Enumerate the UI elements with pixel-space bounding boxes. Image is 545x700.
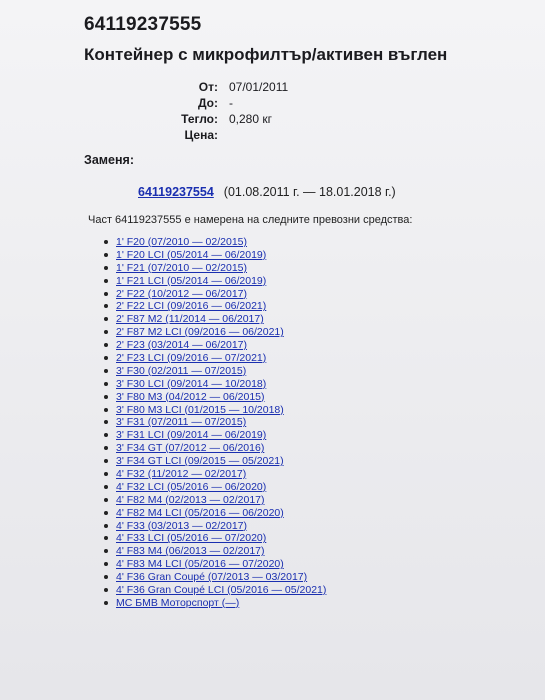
vehicle-link[interactable]: 1' F20 (07/2010 — 02/2015) [116,236,248,248]
list-item [100,391,326,404]
bullet-icon [104,240,108,244]
bullet-icon [104,472,108,476]
bullet-icon [104,420,108,424]
vehicle-link[interactable]: 3' F34 GT (07/2012 — 06/2016) [116,442,265,455]
vehicle-link[interactable]: 3' F30 (02/2011 — 07/2015) [116,364,247,377]
bullet-icon [104,395,108,399]
list-item [100,429,326,442]
bullet-icon [104,253,108,257]
vehicle-link[interactable]: 2' F23 (03/2014 — 06/2017) [116,339,248,352]
vehicle-link[interactable]: 4' F83 M4 LCI (05/2016 — 07/2020) [116,558,284,571]
part-number: 64119237555 [84,14,202,35]
vehicle-link[interactable]: 4' F33 (03/2013 — 02/2017) [116,519,248,532]
bullet-icon [104,433,108,437]
vehicle-link[interactable]: 3' F30 LCI (09/2014 — 10/2018) [116,377,267,390]
bullet-icon [104,356,108,360]
vehicle-link[interactable]: 3' F80 M3 LCI (01/2015 — 10/2018) [116,403,284,416]
list-item [100,468,326,481]
list-item [100,352,326,365]
bullet-icon [104,446,108,450]
list-item [100,584,326,597]
bullet-icon [104,601,108,605]
to-value: - [229,96,233,110]
list-item [100,558,326,571]
vehicle-link[interactable]: 4' F82 M4 LCI (05/2016 — 06/2020) [116,506,284,519]
weight-value: 0,280 кг [229,112,272,126]
vehicle-link[interactable]: 4' F33 LCI (05/2016 — 07/2020) [116,532,267,545]
vehicle-link[interactable]: 2' F23 LCI (09/2016 — 07/2021) [116,352,267,365]
vehicle-link[interactable]: МС БМВ Моторспорт (—) [116,596,240,609]
vehicle-link[interactable]: 4' F36 Gran Coupé LCI (05/2016 — 05/2021) [116,584,327,597]
vehicle-link[interactable]: 2' F87 M2 LCI (09/2016 — 06/2021) [116,326,284,339]
list-item [100,532,326,545]
list-item [100,494,326,507]
list-item [100,442,326,455]
bullet-icon [104,382,108,386]
list-item [100,507,326,520]
vehicle-link[interactable]: 1' F21 (07/2010 — 02/2015) [116,261,248,274]
to-label: До: [197,96,218,110]
replaced-part-range: (01.08.2011 г. — 18.01.2018 г.) [223,185,396,199]
list-item [100,481,326,494]
list-item [100,545,326,558]
from-value: 07/01/2011 [229,80,289,94]
replaced-part-link[interactable]: 64119237554 [138,185,214,199]
vehicle-link[interactable]: 4' F32 LCI (05/2016 — 06/2020) [116,480,267,493]
bullet-icon [104,485,108,489]
vehicle-link[interactable]: 3' F34 GT LCI (09/2015 — 05/2021) [116,455,284,468]
list-item [100,597,326,610]
bullet-icon [104,511,108,515]
list-item [100,288,326,301]
vehicle-link[interactable]: 4' F32 (11/2012 — 02/2017) [116,468,247,481]
list-item [100,313,326,326]
list-item [100,365,326,378]
list-item [100,339,326,352]
vehicle-link[interactable]: 1' F21 LCI (05/2014 — 06/2019) [116,274,267,287]
vehicle-link[interactable]: 3' F31 LCI (09/2014 — 06/2019) [116,429,267,442]
list-item [100,262,326,275]
vehicle-link[interactable]: 4' F83 M4 (06/2013 — 02/2017) [116,545,265,558]
bullet-icon [104,549,108,553]
list-item [100,416,326,429]
vehicle-link[interactable]: 4' F36 Gran Coupé (07/2013 — 03/2017) [116,571,308,584]
bullet-icon [104,343,108,347]
vehicle-link[interactable]: 2' F22 (10/2012 — 06/2017) [116,287,248,300]
bullet-icon [104,524,108,528]
list-item [100,275,326,288]
list-item [100,378,326,391]
bullet-icon [104,575,108,579]
bullet-icon [104,304,108,308]
bullet-icon [104,408,108,412]
bullet-icon [104,266,108,270]
bullet-icon [104,459,108,463]
vehicle-link[interactable]: 3' F31 (07/2011 — 07/2015) [116,416,247,429]
bullet-icon [104,562,108,566]
vehicle-link[interactable]: 2' F87 M2 (11/2014 — 06/2017) [116,313,264,326]
part-title: Контейнер с микрофилтър/активен въглен [84,45,448,64]
list-item [100,300,326,313]
list-item [100,404,326,417]
vehicle-link[interactable]: 3' F80 M3 (04/2012 — 06/2015) [116,390,265,403]
list-item [100,326,326,339]
vehicle-link[interactable]: 1' F20 LCI (05/2014 — 06/2019) [116,248,267,261]
list-item [100,249,326,262]
bullet-icon [104,536,108,540]
from-label: От: [198,80,218,94]
list-item [100,455,326,468]
bullet-icon [104,330,108,334]
bullet-icon [104,317,108,321]
bullet-icon [104,369,108,373]
list-item [100,571,326,584]
replaces-label: Заменя: [84,153,134,167]
vehicle-list [100,236,326,610]
list-item [100,236,326,249]
weight-label: Тегло: [181,112,218,126]
vehicle-link[interactable]: 4' F82 M4 (02/2013 — 02/2017) [116,493,265,506]
bullet-icon [104,292,108,296]
bullet-icon [104,588,108,592]
bullet-icon [104,279,108,283]
price-label: Цена: [184,128,218,142]
bullet-icon [104,498,108,502]
vehicles-intro-text: Част 64119237555 е намерена на следните превозни средства: [88,214,413,226]
vehicle-link[interactable]: 2' F22 LCI (09/2016 — 06/2021) [116,300,267,313]
list-item [100,520,326,533]
replacement-entry [138,185,396,199]
